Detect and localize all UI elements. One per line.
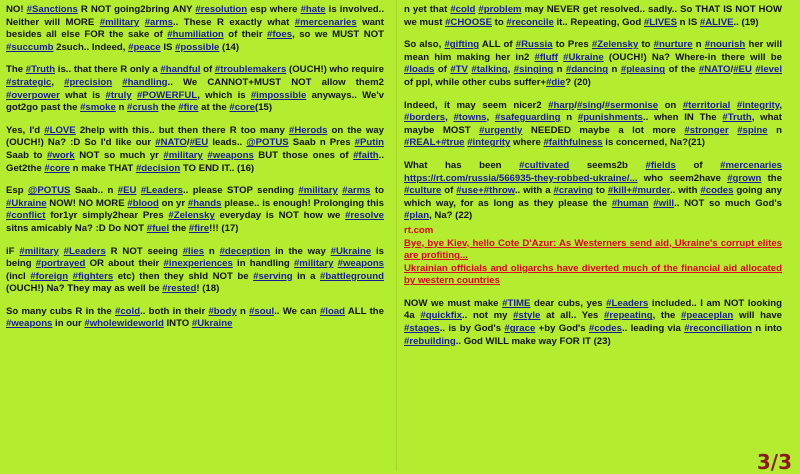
tweet-paragraph: What has been #cultivated seems2b #fields of #mercenaries https://rt.com/russia/566935-they-robbed-ukraine/... who seem2have #grown the #culture of #use+#throw.. with a #craving to #kill+#murder.. with #codes going any which way, for as long as they please the #human #will.. NOT so much God's #plan, Na? (22) (404, 159, 782, 222)
hashtag-link[interactable]: #serving (253, 270, 293, 282)
hashtag-link[interactable]: #loads (404, 64, 435, 76)
hashtag-link[interactable]: #fire (178, 102, 199, 114)
hashtag-link[interactable]: #dancing (565, 64, 609, 76)
hashtag-link[interactable]: #deception (219, 245, 271, 257)
column-divider (396, 0, 397, 471)
hashtag-link[interactable]: #peaceplan (681, 310, 734, 322)
hashtag-link[interactable]: #LIVES (643, 16, 677, 28)
hashtag-link[interactable]: #Sanctions (26, 4, 78, 15)
hashtag-link[interactable]: #Ukraine (563, 51, 604, 63)
hashtag-link[interactable]: #grown (727, 172, 762, 184)
hashtag-link[interactable]: #faith (353, 149, 379, 161)
hashtag-link[interactable]: #quickfix (420, 310, 462, 322)
hashtag-link[interactable]: #precision (64, 76, 113, 88)
hashtag-link[interactable]: #borders (404, 112, 446, 124)
right-column (404, 4, 782, 358)
hashtag-link[interactable]: #Leaders (63, 245, 106, 257)
hashtag-link[interactable]: #possible (175, 41, 220, 53)
hashtag-link[interactable]: #lies (182, 245, 205, 257)
page-number: 3/3 (756, 450, 792, 474)
hashtag-link[interactable]: #Truth (722, 112, 752, 124)
hashtag-link[interactable]: #human (611, 197, 649, 209)
hashtag-link[interactable]: #peace (128, 41, 161, 53)
hashtag-link[interactable]: #stages (404, 323, 440, 335)
hashtag-link[interactable]: #Zelensky (591, 39, 639, 51)
tweet-paragraph: The #Truth is.. that there R only a #handful of #troublemakers (OUCH!) who require #strategic, #precision #handling.. We CANNOT+MUST NOT allow them2 #overpower what is #truly #POWERFUL, which is #impossible anyways.. We'v got2go past the #smoke n #crush the #fire at the #core(15) (6, 64, 384, 114)
hashtag-link[interactable]: #conflict (6, 210, 46, 222)
hashtag-link[interactable]: #safeguarding (494, 112, 561, 124)
tweet-paragraph: So many cubs R in the #cold.. both in their #body n #soul.. We can #load ALL the #weapons in our #wholewideworld INTO #Ukraine (6, 305, 384, 330)
tweet-paragraph: Indeed, it may seem nicer2 #harp/#sing/#sermonise on #territorial #integrity, #borders, #towns, #safeguarding n #punishments.. when IN The #Truth, what maybe MOST #urgently NEEDED maybe a lot more #stronger #spine n #REAL+#true #integrity where #faithfulness is concerned, Na?(21) (404, 99, 782, 149)
hashtag-link[interactable]: #LOVE (44, 124, 76, 136)
hashtag-link[interactable]: #Ukraine (330, 245, 372, 257)
hashtag-link[interactable]: #culture (404, 185, 442, 197)
hashtag-link[interactable]: #work (47, 149, 75, 161)
hashtag-link[interactable]: #military (293, 258, 334, 270)
hashtag-link[interactable]: #territorial (682, 99, 731, 111)
hashtag-link[interactable]: #fighters (72, 270, 114, 282)
hashtag-link[interactable]: #fields (645, 159, 676, 171)
hashtag-link[interactable]: #blood (127, 197, 159, 209)
hashtag-link[interactable]: #reconcile (506, 16, 554, 28)
hashtag-link[interactable]: #arms (144, 16, 173, 28)
mention-link[interactable]: @POTUS (246, 137, 289, 149)
card-headline[interactable]: Bye, bye Kiev, hello Cote D'Azur: As Westerners send aid, Ukraine's corrupt elites are profiting... (404, 237, 782, 262)
hashtag-link[interactable]: #talking (471, 64, 508, 76)
hashtag-link[interactable]: #problem (478, 4, 522, 15)
hashtag-link[interactable]: #TV (450, 64, 468, 76)
hashtag-link[interactable]: #wholewideworld (84, 318, 164, 330)
tweet-paragraph: n yet that #cold #problem may NEVER get resolved.. sadly.. So THAT IS NOT HOW we must #CHOOSE to #reconcile it.. Repeating, God #LIVES n IS #ALIVE.. (19) (404, 4, 782, 28)
hashtag-link[interactable]: #integrity (736, 99, 780, 111)
hashtag-link[interactable]: #EU (733, 64, 752, 76)
rt-link-card[interactable] (404, 225, 782, 288)
hashtag-link[interactable]: #die (546, 76, 566, 88)
hashtag-link[interactable]: #military (298, 185, 338, 197)
hashtag-link[interactable]: #soul (249, 305, 275, 317)
hashtag-link[interactable]: #stronger (684, 124, 729, 136)
hashtag-link[interactable]: #body (208, 305, 237, 317)
hashtag-link[interactable]: #smoke (80, 102, 116, 114)
hashtag-link[interactable]: #nourish (704, 39, 746, 51)
hashtag-link[interactable]: #gifting (444, 39, 480, 51)
hashtag-link[interactable]: #inexperiences (163, 258, 233, 270)
hashtag-link[interactable]: #true (441, 137, 465, 149)
hashtag-link[interactable]: #grace (504, 323, 536, 335)
tweet-paragraph: Esp @POTUS Saab.. n #EU #Leaders.. please STOP sending #military #arms to #Ukraine NOW! NO MORE #blood on yr #hands please.. is enough! Prolonging this #conflict for1yr simply2hear Pres #Zelensky everyday is NOT how we #resolve sitns amicably Na? :D Do NOT #fuel the #fire!!! (17) (6, 185, 384, 234)
hashtag-link[interactable]: #core (229, 102, 256, 114)
hashtag-link[interactable]: #battleground (320, 270, 384, 282)
hashtag-link[interactable]: #murder (632, 185, 671, 197)
hashtag-link[interactable]: #use+ (456, 185, 484, 197)
hashtag-link[interactable]: #reconciliation (684, 323, 752, 335)
hashtag-link[interactable]: #Ukraine (6, 197, 47, 209)
hashtag-link[interactable]: #plan (404, 210, 430, 222)
hashtag-link[interactable]: #craving (553, 185, 593, 197)
article-link[interactable]: https://rt.com/russia/566935-they-robbed-ukraine/... (404, 172, 638, 184)
hashtag-link[interactable]: #arms (342, 185, 371, 197)
tweet-paragraph: NOW we must make #TIME dear cubs, yes #Leaders included.. I am NOT looking 4a #quickfix.. not my #style at all.. Yes #repeating, the #peaceplan will have #stages.. is by God's #grace +by God's #codes.. leading via #reconciliation n into #rebuilding.. God WILL make way FOR IT (23) (404, 297, 783, 347)
hashtag-link[interactable]: #overpower (6, 89, 60, 101)
hashtag-link[interactable]: #Putin (354, 137, 384, 149)
hashtag-link[interactable]: #NATO (155, 137, 187, 149)
hashtag-link[interactable]: #will (653, 197, 675, 209)
tweet-paragraph: So also, #gifting ALL of #Russia to Pres #Zelensky to #nurture n #nourish her will mean him making her in2 #fluff #Ukraine (OUCH!) Na? Where-in there will be #loads of #TV #talking, #singing n #dancing n #pleasing of the #NATO/#EU #level of ppl, while other cubs suffer+#die? (20) (404, 39, 783, 88)
hashtag-link[interactable]: #mercenaries (294, 16, 357, 28)
hashtag-link[interactable]: #foes (267, 29, 293, 41)
hashtag-link[interactable]: #mercenaries (720, 159, 782, 171)
hashtag-link[interactable]: #humiliation (167, 29, 224, 41)
hashtag-link[interactable]: #faithfulness (543, 137, 603, 149)
hashtag-link[interactable]: #codes (588, 323, 622, 335)
hashtag-link[interactable]: #EU (117, 185, 137, 197)
hashtag-link[interactable]: #load (319, 305, 345, 317)
hashtag-link[interactable]: #TIME (502, 297, 531, 309)
hashtag-link[interactable]: #NATO (698, 64, 731, 76)
hashtag-link[interactable]: #succumb (6, 41, 54, 53)
hashtag-link[interactable]: #Truth (25, 64, 56, 76)
tweet-paragraph: Yes, I'd #LOVE 2help with this.. but then there R too many #Herods on the way (OUCH!) Na? :D So I'd like our #NATO/#EU leads.. @POTUS Saab n Pres #Putin Saab to #work NOT so much yr #military #weapons BUT those ones of #faith.. Get2the #core n make THAT #decision TO END IT.. (16) (6, 124, 385, 174)
hashtag-link[interactable]: #military (99, 16, 140, 28)
hashtag-link[interactable]: #kill+ (607, 185, 633, 197)
hashtag-link[interactable]: #decision (135, 162, 181, 174)
hashtag-link[interactable]: #impossible (250, 89, 307, 101)
hashtag-link[interactable]: #style (513, 310, 541, 322)
hashtag-link[interactable]: #codes (700, 185, 734, 197)
card-source: rt.com (404, 224, 434, 236)
hashtag-link[interactable]: #singing (513, 64, 554, 76)
hashtag-link[interactable]: #Leaders (140, 185, 183, 197)
hashtag-link[interactable]: #urgently (479, 124, 523, 136)
hashtag-link[interactable]: #weapons (207, 149, 254, 161)
hashtag-link[interactable]: #Russia (515, 39, 553, 51)
hashtag-link[interactable]: #hands (187, 197, 222, 209)
hashtag-link[interactable]: #rested (162, 283, 197, 295)
hashtag-link[interactable]: #Zelensky (168, 210, 215, 222)
hashtag-link[interactable]: #fire (188, 222, 210, 234)
hashtag-link[interactable]: #fluff (534, 51, 558, 63)
hashtag-link[interactable]: #harp (548, 99, 575, 111)
hashtag-link[interactable]: #throw (483, 185, 515, 197)
hashtag-link[interactable]: #hate (300, 4, 326, 15)
hashtag-link[interactable]: #sermonise (604, 99, 659, 111)
tweet-paragraph: NO! #Sanctions R NOT going2bring ANY #resolution esp where #hate is involved.. Neither will MORE #military #arms.. These R exactly what #mercenaries want besides all else FOR the sake of #humiliation of their #foes, so we MUST NOT #succumb 2such.. Indeed, #peace IS #possible (14) (6, 4, 384, 53)
hashtag-link[interactable]: #spine (737, 124, 768, 136)
hashtag-link[interactable]: #towns (453, 112, 487, 124)
hashtag-link[interactable]: #weapons (337, 258, 385, 270)
hashtag-link[interactable]: #ALIVE (699, 16, 734, 28)
hashtag-link[interactable]: #resolve (345, 210, 384, 222)
hashtag-link[interactable]: #crush (127, 102, 159, 114)
hashtag-link[interactable]: #Ukraine (191, 318, 233, 330)
hashtag-link[interactable]: #strategic (6, 76, 52, 88)
hashtag-link[interactable]: #integrity (467, 137, 511, 149)
hashtag-link[interactable]: #weapons (6, 318, 53, 330)
hashtag-link[interactable]: #core (44, 162, 70, 174)
hashtag-link[interactable]: #military (163, 149, 203, 161)
hashtag-link[interactable]: #repeating (604, 310, 653, 322)
hashtag-link[interactable]: #POWERFUL (136, 89, 198, 101)
hashtag-link[interactable]: #nurture (653, 39, 693, 51)
hashtag-link[interactable]: #punishments (577, 112, 643, 124)
hashtag-link[interactable]: #fuel (146, 222, 170, 234)
card-subline[interactable]: Ukrainian officials and oligarchs have diverted much of the financial aid allocated by western countries (404, 262, 782, 287)
hashtag-link[interactable]: #handling (122, 76, 168, 88)
hashtag-link[interactable]: #CHOOSE (445, 16, 492, 28)
hashtag-link[interactable]: #cultivated (519, 159, 570, 171)
left-column (6, 4, 384, 341)
hashtag-link[interactable]: #foreign (30, 270, 69, 282)
hashtag-link[interactable]: #Herods (289, 124, 328, 136)
hashtag-link[interactable]: #cold (115, 305, 141, 317)
hashtag-link[interactable]: #cold (450, 4, 476, 15)
hashtag-link[interactable]: #portrayed (35, 258, 86, 270)
hashtag-link[interactable]: #truly (105, 89, 132, 101)
hashtag-link[interactable]: #pleasing (620, 64, 666, 76)
hashtag-link[interactable]: #EU (189, 137, 209, 149)
hashtag-link[interactable]: #military (19, 245, 59, 257)
hashtag-link[interactable]: #rebuilding (404, 335, 456, 347)
tweet-paragraph: iF #military #Leaders R NOT seeing #lies n #deception in the way #Ukraine is being #portrayed OR about their #inexperiences in handling #military #weapons (incl #foreign #fighters etc) then they shld NOT be #serving in a #battleground (OUCH!) Na? They may as well be #rested! (18) (6, 245, 385, 295)
hashtag-link[interactable]: #level (755, 64, 783, 76)
hashtag-link[interactable]: #REAL+ (404, 137, 442, 149)
mention-link[interactable]: @POTUS (28, 185, 71, 197)
hashtag-link[interactable]: #resolution (195, 4, 248, 15)
hashtag-link[interactable]: #sing (576, 99, 603, 111)
hashtag-link[interactable]: #Leaders (606, 297, 649, 309)
hashtag-link[interactable]: #handful (160, 64, 201, 76)
hashtag-link[interactable]: #troublemakers (214, 64, 287, 76)
